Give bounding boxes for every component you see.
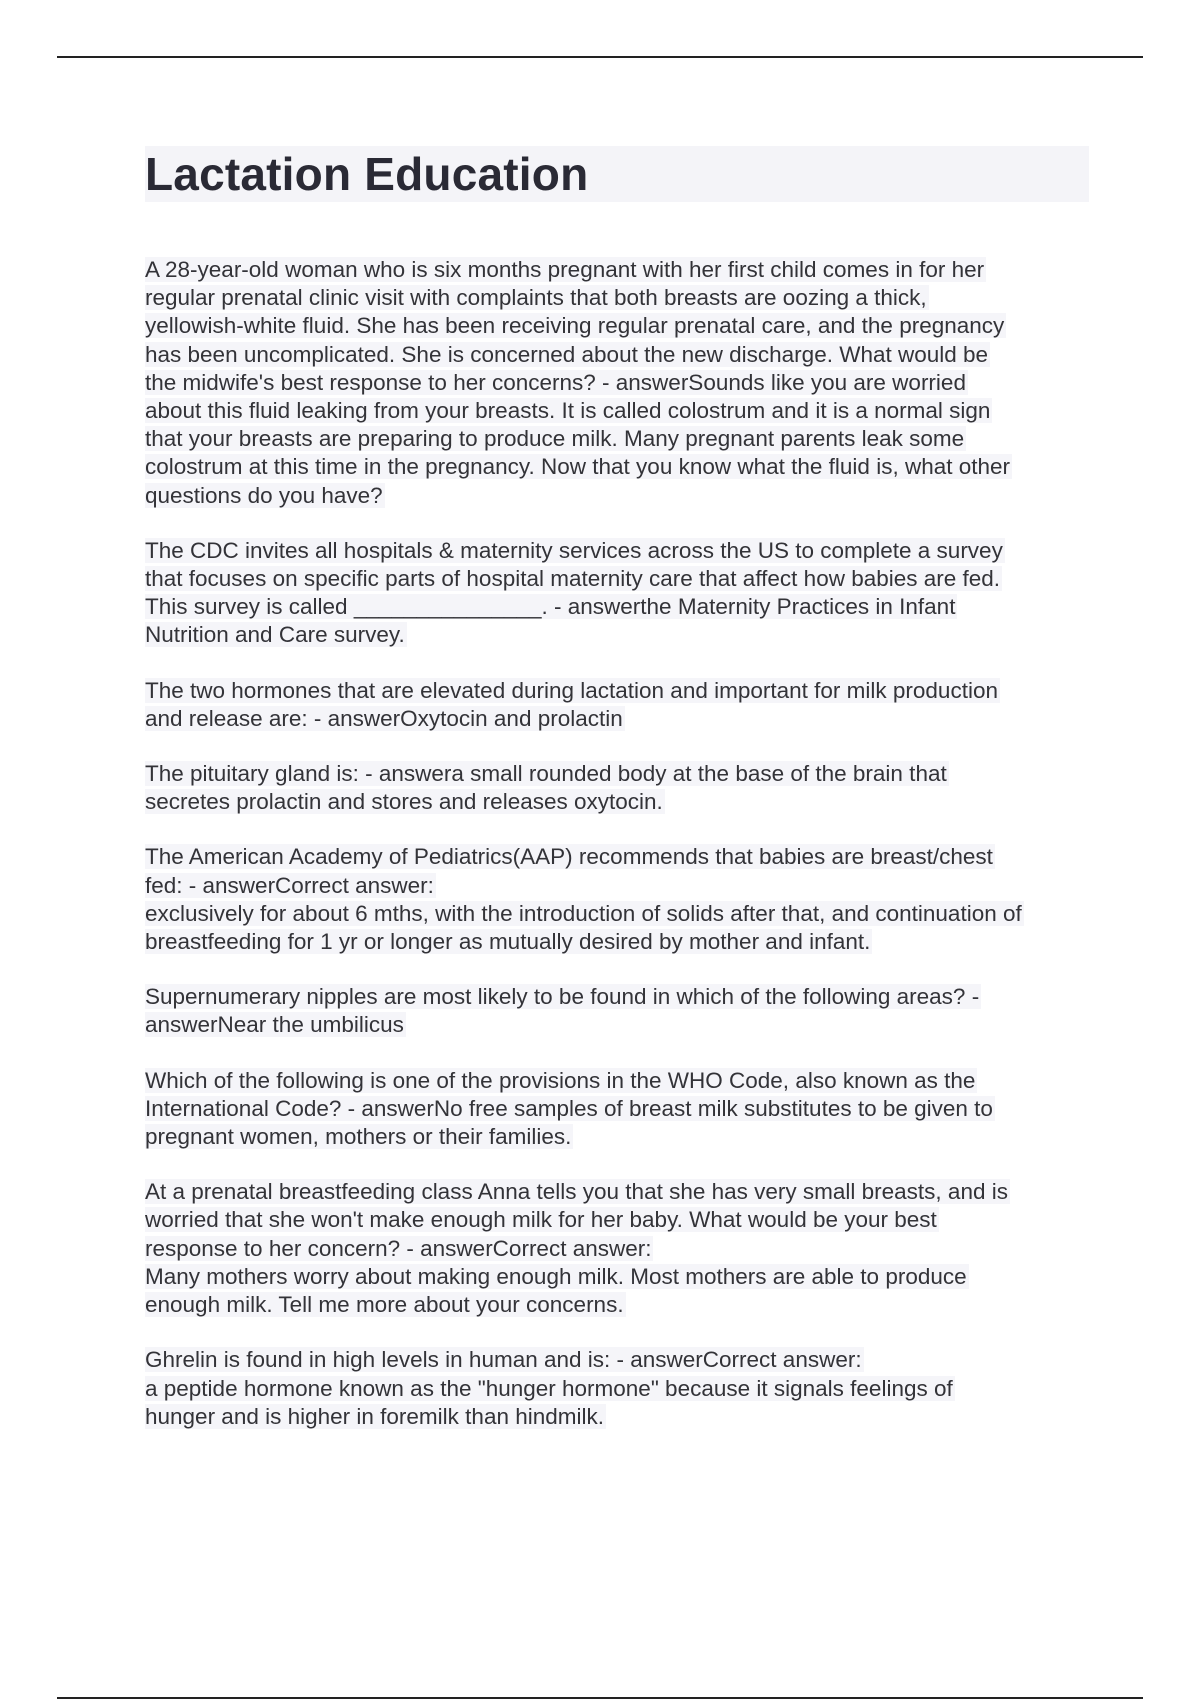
qa-line: regular prenatal clinic visit with complaints that both breasts are oozing a thick, bbox=[145, 285, 927, 311]
qa-line: worried that she won't make enough milk for her baby. What would be your best bbox=[145, 1207, 937, 1233]
qa-line: secretes prolactin and stores and releases oxytocin. bbox=[145, 789, 663, 815]
qa-line: colostrum at this time in the pregnancy. Now that you know what the fluid is, what other bbox=[145, 454, 1011, 480]
qa-item bbox=[145, 256, 1089, 510]
qa-line: yellowish-white fluid. She has been receiving regular prenatal care, and the pregnancy bbox=[145, 313, 1005, 339]
qa-line: pregnant women, mothers or their families. bbox=[145, 1124, 572, 1150]
qa-line: At a prenatal breastfeeding class Anna tells you that she has very small breasts, and is bbox=[145, 1179, 1008, 1205]
qa-line: answerNear the umbilicus bbox=[145, 1012, 404, 1038]
header-divider bbox=[57, 56, 1143, 58]
qa-line: hunger and is higher in foremilk than hindmilk. bbox=[145, 1403, 604, 1429]
qa-line: Which of the following is one of the provisions in the WHO Code, also known as the bbox=[145, 1067, 976, 1093]
qa-line: A 28-year-old woman who is six months pregnant with her first child comes in for her bbox=[145, 257, 985, 282]
qa-line: response to her concern? - answerCorrect answer: bbox=[145, 1235, 652, 1261]
qa-line: a peptide hormone known as the "hunger hormone" because it signals feelings of bbox=[145, 1375, 953, 1401]
qa-item bbox=[145, 537, 1089, 650]
footer-divider bbox=[57, 1697, 1143, 1699]
qa-line: the midwife's best response to her concerns? - answerSounds like you are worried bbox=[145, 369, 966, 395]
qa-item bbox=[145, 677, 1089, 733]
qa-list bbox=[145, 256, 1089, 1458]
qa-item bbox=[145, 1346, 1089, 1431]
qa-line: This survey is called _______________. - answerthe Maternity Practices in Infant bbox=[145, 594, 956, 620]
qa-line: enough milk. Tell me more about your concerns. bbox=[145, 1292, 624, 1318]
qa-line: and release are: - answerOxytocin and prolactin bbox=[145, 705, 623, 731]
qa-line: about this fluid leaking from your breasts. It is called colostrum and it is a normal sign bbox=[145, 398, 991, 424]
qa-line: Nutrition and Care survey. bbox=[145, 622, 405, 648]
qa-line: Ghrelin is found in high levels in human and is: - answerCorrect answer: bbox=[145, 1347, 862, 1373]
qa-line: that focuses on specific parts of hospital maternity care that affect how babies are fed. bbox=[145, 566, 1001, 592]
page-title: Lactation Education bbox=[145, 146, 1089, 202]
qa-line: Many mothers worry about making enough milk. Most mothers are able to produce bbox=[145, 1263, 967, 1289]
qa-line: fed: - answerCorrect answer: bbox=[145, 872, 434, 898]
qa-item bbox=[145, 760, 1089, 816]
qa-line: questions do you have? bbox=[145, 482, 383, 508]
qa-item bbox=[145, 843, 1089, 956]
qa-line: has been uncomplicated. She is concerned about the new discharge. What would be bbox=[145, 341, 989, 367]
qa-line: The American Academy of Pediatrics(AAP) recommends that babies are breast/chest bbox=[145, 844, 993, 870]
qa-item bbox=[145, 983, 1089, 1039]
qa-item bbox=[145, 1178, 1089, 1319]
qa-line: Supernumerary nipples are most likely to be found in which of the following areas? - bbox=[145, 984, 980, 1010]
qa-line: International Code? - answerNo free samples of breast milk substitutes to be given to bbox=[145, 1095, 993, 1121]
qa-line: exclusively for about 6 mths, with the introduction of solids after that, and continuation of bbox=[145, 900, 1022, 926]
qa-item bbox=[145, 1067, 1089, 1152]
qa-line: The two hormones that are elevated during lactation and important for milk production bbox=[145, 677, 998, 703]
qa-line: that your breasts are preparing to produce milk. Many pregnant parents leak some bbox=[145, 426, 965, 452]
qa-line: The CDC invites all hospitals & maternity services across the US to complete a survey bbox=[145, 537, 1003, 563]
qa-line: breastfeeding for 1 yr or longer as mutually desired by mother and infant. bbox=[145, 929, 871, 955]
qa-line: The pituitary gland is: - answera small rounded body at the base of the brain that bbox=[145, 761, 947, 787]
